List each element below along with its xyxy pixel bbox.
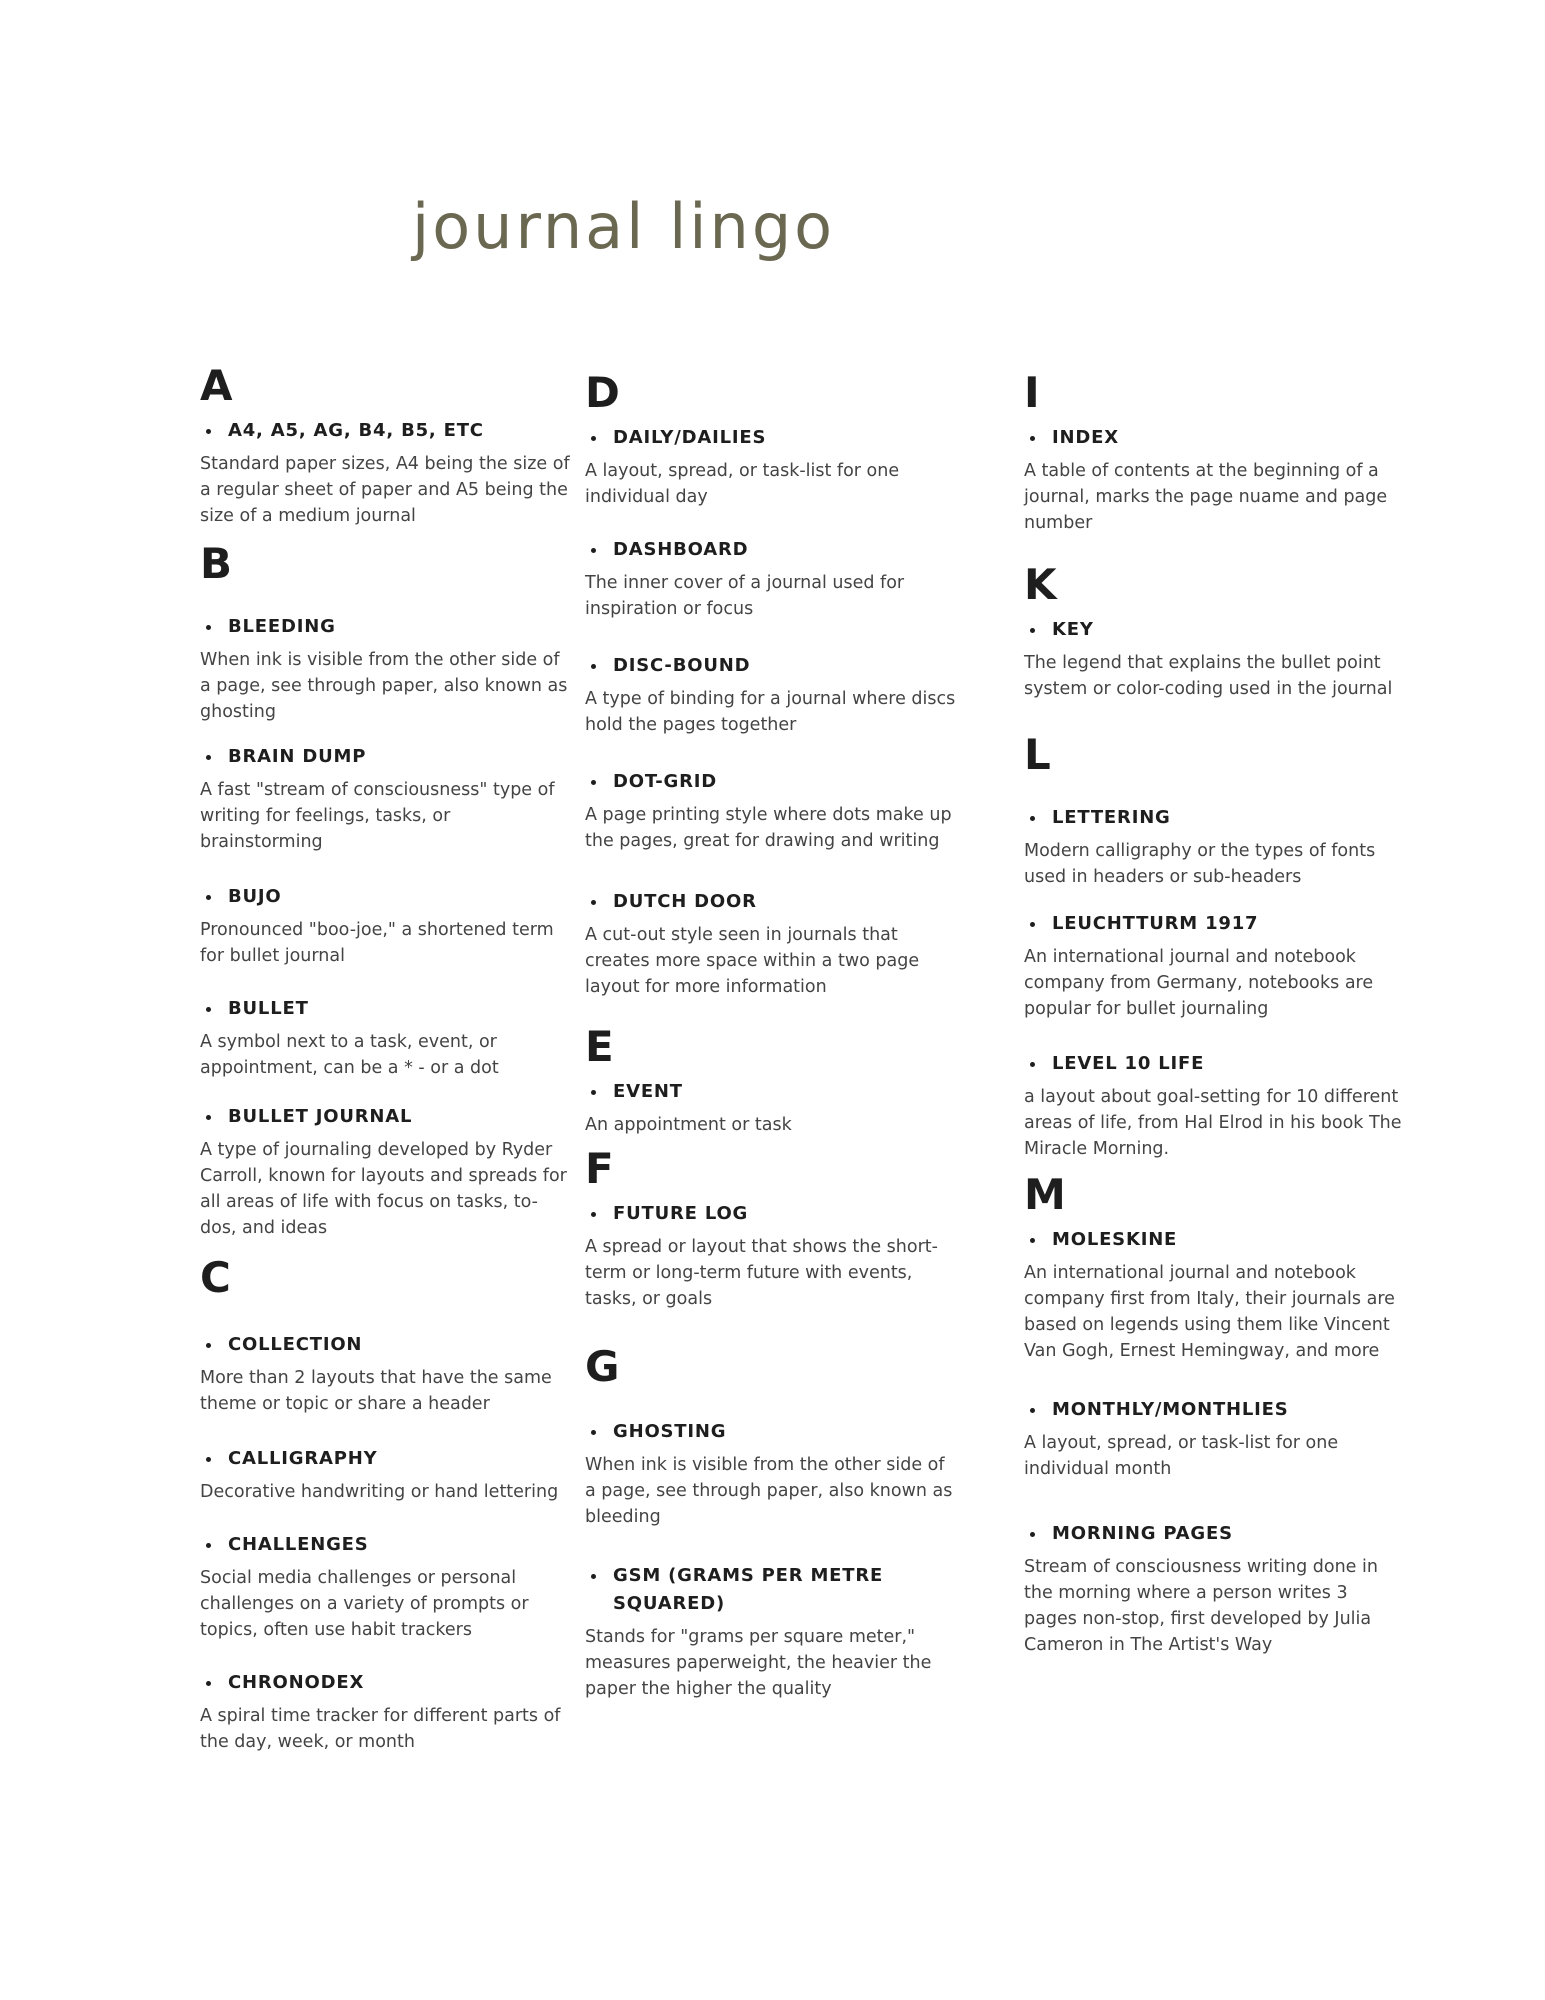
letter-section-d: [585, 368, 960, 1000]
glossary-entry: [585, 536, 960, 622]
term-definition: Stands for "grams per square meter," measures paperweight, the heavier the paper the higher the quality: [585, 1627, 932, 1699]
term-label: GHOSTING: [613, 1421, 727, 1442]
term-heading: [585, 1078, 960, 1106]
bullet-icon: [206, 625, 211, 630]
glossary-entry: [200, 883, 570, 969]
glossary-column-3: [1024, 368, 1404, 1658]
letter-section-a: [200, 361, 570, 529]
term-definition: An appointment or task: [585, 1115, 792, 1135]
term-definition: Standard paper sizes, A4 being the size of a regular sheet of paper and A5 being the size of a medium journal: [200, 454, 570, 526]
term-heading: [1024, 1520, 1404, 1548]
term-label: KEY: [1052, 619, 1094, 640]
bullet-icon: [1030, 816, 1035, 821]
bullet-icon: [206, 1115, 211, 1120]
glossary-entry: [200, 995, 570, 1081]
term-label: DAILY/DAILIES: [613, 427, 767, 448]
term-heading: [585, 1200, 960, 1228]
term-heading: [585, 1418, 960, 1446]
glossary-entry: [585, 768, 960, 854]
bullet-icon: [1030, 1062, 1035, 1067]
term-label: LEVEL 10 LIFE: [1052, 1053, 1205, 1074]
term-heading: [200, 883, 570, 911]
term-heading: [200, 1531, 570, 1559]
section-letter: C: [200, 1253, 231, 1302]
glossary-column-2: [585, 368, 960, 1702]
term-label: DOT-GRID: [613, 771, 718, 792]
term-heading: [585, 652, 960, 680]
glossary-entry: [1024, 910, 1404, 1022]
term-definition: A type of journaling developed by Ryder Carroll, known for layouts and spreads for all areas of life with focus on tasks, to-dos, and ideas: [200, 1140, 567, 1238]
bullet-icon: [1030, 1408, 1035, 1413]
bullet-icon: [591, 1430, 596, 1435]
term-label: MOLESKINE: [1052, 1229, 1178, 1250]
bullet-icon: [206, 755, 211, 760]
term-label: INDEX: [1052, 427, 1119, 448]
term-definition: Stream of consciousness writing done in the morning where a person writes 3 pages non-stop, first developed by Julia Cameron in The Artist's Way: [1024, 1557, 1378, 1655]
term-heading: [1024, 424, 1404, 452]
term-definition: A fast "stream of consciousness" type of writing for feelings, tasks, or brainstorming: [200, 780, 555, 852]
term-definition: An international journal and notebook company from Germany, notebooks are popular for bullet journaling: [1024, 947, 1374, 1019]
term-heading: [1024, 910, 1404, 938]
term-heading: [585, 1562, 960, 1618]
term-label: LETTERING: [1052, 807, 1171, 828]
term-definition: A symbol next to a task, event, or appointment, can be a * - or a dot: [200, 1032, 499, 1078]
bullet-icon: [206, 895, 211, 900]
term-label: MONTHLY/MONTHLIES: [1052, 1399, 1289, 1420]
term-label: A4, A5, AG, B4, B5, ETC: [228, 420, 484, 441]
term-definition: A page printing style where dots make up the pages, great for drawing and writing: [585, 805, 952, 851]
glossary-column-1: [200, 361, 570, 1755]
term-label: CALLIGRAPHY: [228, 1448, 378, 1469]
bullet-icon: [206, 1343, 211, 1348]
glossary-entry: [585, 1562, 960, 1702]
section-letter: G: [585, 1342, 620, 1391]
term-label: DASHBOARD: [613, 539, 749, 560]
term-definition: Modern calligraphy or the types of fonts used in headers or sub-headers: [1024, 841, 1376, 887]
glossary-entry: [1024, 1396, 1404, 1482]
glossary-entry: [200, 613, 570, 725]
section-letter: F: [585, 1144, 614, 1193]
term-heading: [585, 424, 960, 452]
term-label: LEUCHTTURM 1917: [1052, 913, 1259, 934]
page-title: journal lingo: [412, 190, 836, 263]
term-label: FUTURE LOG: [613, 1203, 749, 1224]
term-heading: [200, 1445, 570, 1473]
term-definition: An international journal and notebook company first from Italy, their journals are based on legends using them like Vincent Van Gogh, Ernest Hemingway, and more: [1024, 1263, 1395, 1361]
term-definition: A cut-out style seen in journals that creates more space within a two page layout for more information: [585, 925, 920, 997]
term-label: MORNING PAGES: [1052, 1523, 1233, 1544]
term-heading: [1024, 616, 1404, 644]
bullet-icon: [206, 1007, 211, 1012]
bullet-icon: [206, 1681, 211, 1686]
section-letter: E: [585, 1022, 614, 1071]
bullet-icon: [591, 436, 596, 441]
term-definition: Social media challenges or personal challenges on a variety of prompts or topics, often use habit trackers: [200, 1568, 529, 1640]
term-heading: [200, 1331, 570, 1359]
bullet-icon: [591, 664, 596, 669]
section-letter: L: [1024, 730, 1051, 779]
bullet-icon: [591, 1574, 596, 1579]
term-heading: [200, 417, 570, 445]
bullet-icon: [1030, 1238, 1035, 1243]
term-heading: [1024, 1396, 1404, 1424]
term-label: BULLET: [228, 998, 309, 1019]
glossary-entry: [200, 1669, 570, 1755]
term-definition: A spiral time tracker for different parts of the day, week, or month: [200, 1706, 561, 1752]
bullet-icon: [591, 1212, 596, 1217]
glossary-entry: [200, 1531, 570, 1643]
term-definition: a layout about goal-setting for 10 different areas of life, from Hal Elrod in his book The Miracle Morning.: [1024, 1087, 1402, 1159]
glossary-entry: [1024, 424, 1404, 536]
bullet-icon: [591, 1090, 596, 1095]
letter-section-c: [200, 1253, 570, 1755]
glossary-entry: [585, 652, 960, 738]
glossary-entry: [1024, 1226, 1404, 1364]
term-heading: [200, 1103, 570, 1131]
term-definition: The legend that explains the bullet point system or color-coding used in the journal: [1024, 653, 1393, 699]
glossary-entry: [585, 1418, 960, 1530]
term-label: COLLECTION: [228, 1334, 363, 1355]
section-letter: D: [585, 368, 620, 417]
term-heading: [585, 768, 960, 796]
section-letter: B: [200, 539, 233, 588]
glossary-entry: [585, 888, 960, 1000]
glossary-entry: [585, 1078, 960, 1138]
bullet-icon: [206, 1457, 211, 1462]
term-definition: When ink is visible from the other side of a page, see through paper, also known as ghosting: [200, 650, 568, 722]
bullet-icon: [1030, 628, 1035, 633]
bullet-icon: [206, 1543, 211, 1548]
letter-section-g: [585, 1342, 960, 1702]
glossary-entry: [1024, 616, 1404, 702]
term-heading: [200, 1669, 570, 1697]
term-heading: [1024, 804, 1404, 832]
term-label: EVENT: [613, 1081, 683, 1102]
term-label: BLEEDING: [228, 616, 336, 637]
glossary-entry: [1024, 1050, 1404, 1162]
bullet-icon: [591, 548, 596, 553]
section-letter: I: [1024, 368, 1040, 417]
bullet-icon: [591, 900, 596, 905]
glossary-entry: [585, 424, 960, 510]
bullet-icon: [1030, 436, 1035, 441]
glossary-entry: [200, 743, 570, 855]
bullet-icon: [591, 780, 596, 785]
term-heading: [1024, 1226, 1404, 1254]
term-label: GSM (GRAMS PER METRE SQUARED): [613, 1565, 884, 1614]
term-definition: A spread or layout that shows the short-term or long-term future with events, tasks, or goals: [585, 1237, 938, 1309]
term-label: BUJO: [228, 886, 282, 907]
section-letter: A: [200, 361, 233, 410]
term-label: DUTCH DOOR: [613, 891, 757, 912]
term-heading: [585, 536, 960, 564]
term-definition: A layout, spread, or task-list for one individual month: [1024, 1433, 1339, 1479]
bullet-icon: [1030, 1532, 1035, 1537]
letter-section-k: [1024, 560, 1404, 702]
section-letter: K: [1024, 560, 1057, 609]
section-letter: M: [1024, 1170, 1066, 1219]
term-heading: [200, 743, 570, 771]
term-definition: More than 2 layouts that have the same theme or topic or share a header: [200, 1368, 552, 1414]
term-definition: When ink is visible from the other side of a page, see through paper, also known as bleeding: [585, 1455, 953, 1527]
letter-section-m: [1024, 1170, 1404, 1658]
glossary-entry: [1024, 1520, 1404, 1658]
term-definition: The inner cover of a journal used for inspiration or focus: [585, 573, 905, 619]
letter-section-e: [585, 1022, 960, 1138]
term-definition: A table of contents at the beginning of a journal, marks the page nuame and page number: [1024, 461, 1388, 533]
term-label: CHRONODEX: [228, 1672, 365, 1693]
bullet-icon: [1030, 922, 1035, 927]
term-label: BULLET JOURNAL: [228, 1106, 413, 1127]
glossary-entry: [200, 1331, 570, 1417]
letter-section-l: [1024, 730, 1404, 1162]
term-definition: A layout, spread, or task-list for one individual day: [585, 461, 900, 507]
letter-section-i: [1024, 368, 1404, 536]
term-heading: [200, 613, 570, 641]
term-heading: [585, 888, 960, 916]
term-heading: [1024, 1050, 1404, 1078]
term-label: BRAIN DUMP: [228, 746, 367, 767]
bullet-icon: [206, 429, 211, 434]
glossary-entry: [200, 1103, 570, 1241]
term-heading: [200, 995, 570, 1023]
term-definition: Pronounced "boo-joe," a shortened term for bullet journal: [200, 920, 554, 966]
glossary-entry: [1024, 804, 1404, 890]
letter-section-f: [585, 1144, 960, 1312]
glossary-entry: [200, 417, 570, 529]
term-label: CHALLENGES: [228, 1534, 369, 1555]
letter-section-b: [200, 539, 570, 1241]
term-definition: Decorative handwriting or hand lettering: [200, 1482, 559, 1502]
term-label: DISC-BOUND: [613, 655, 751, 676]
term-definition: A type of binding for a journal where discs hold the pages together: [585, 689, 956, 735]
glossary-entry: [200, 1445, 570, 1505]
glossary-entry: [585, 1200, 960, 1312]
